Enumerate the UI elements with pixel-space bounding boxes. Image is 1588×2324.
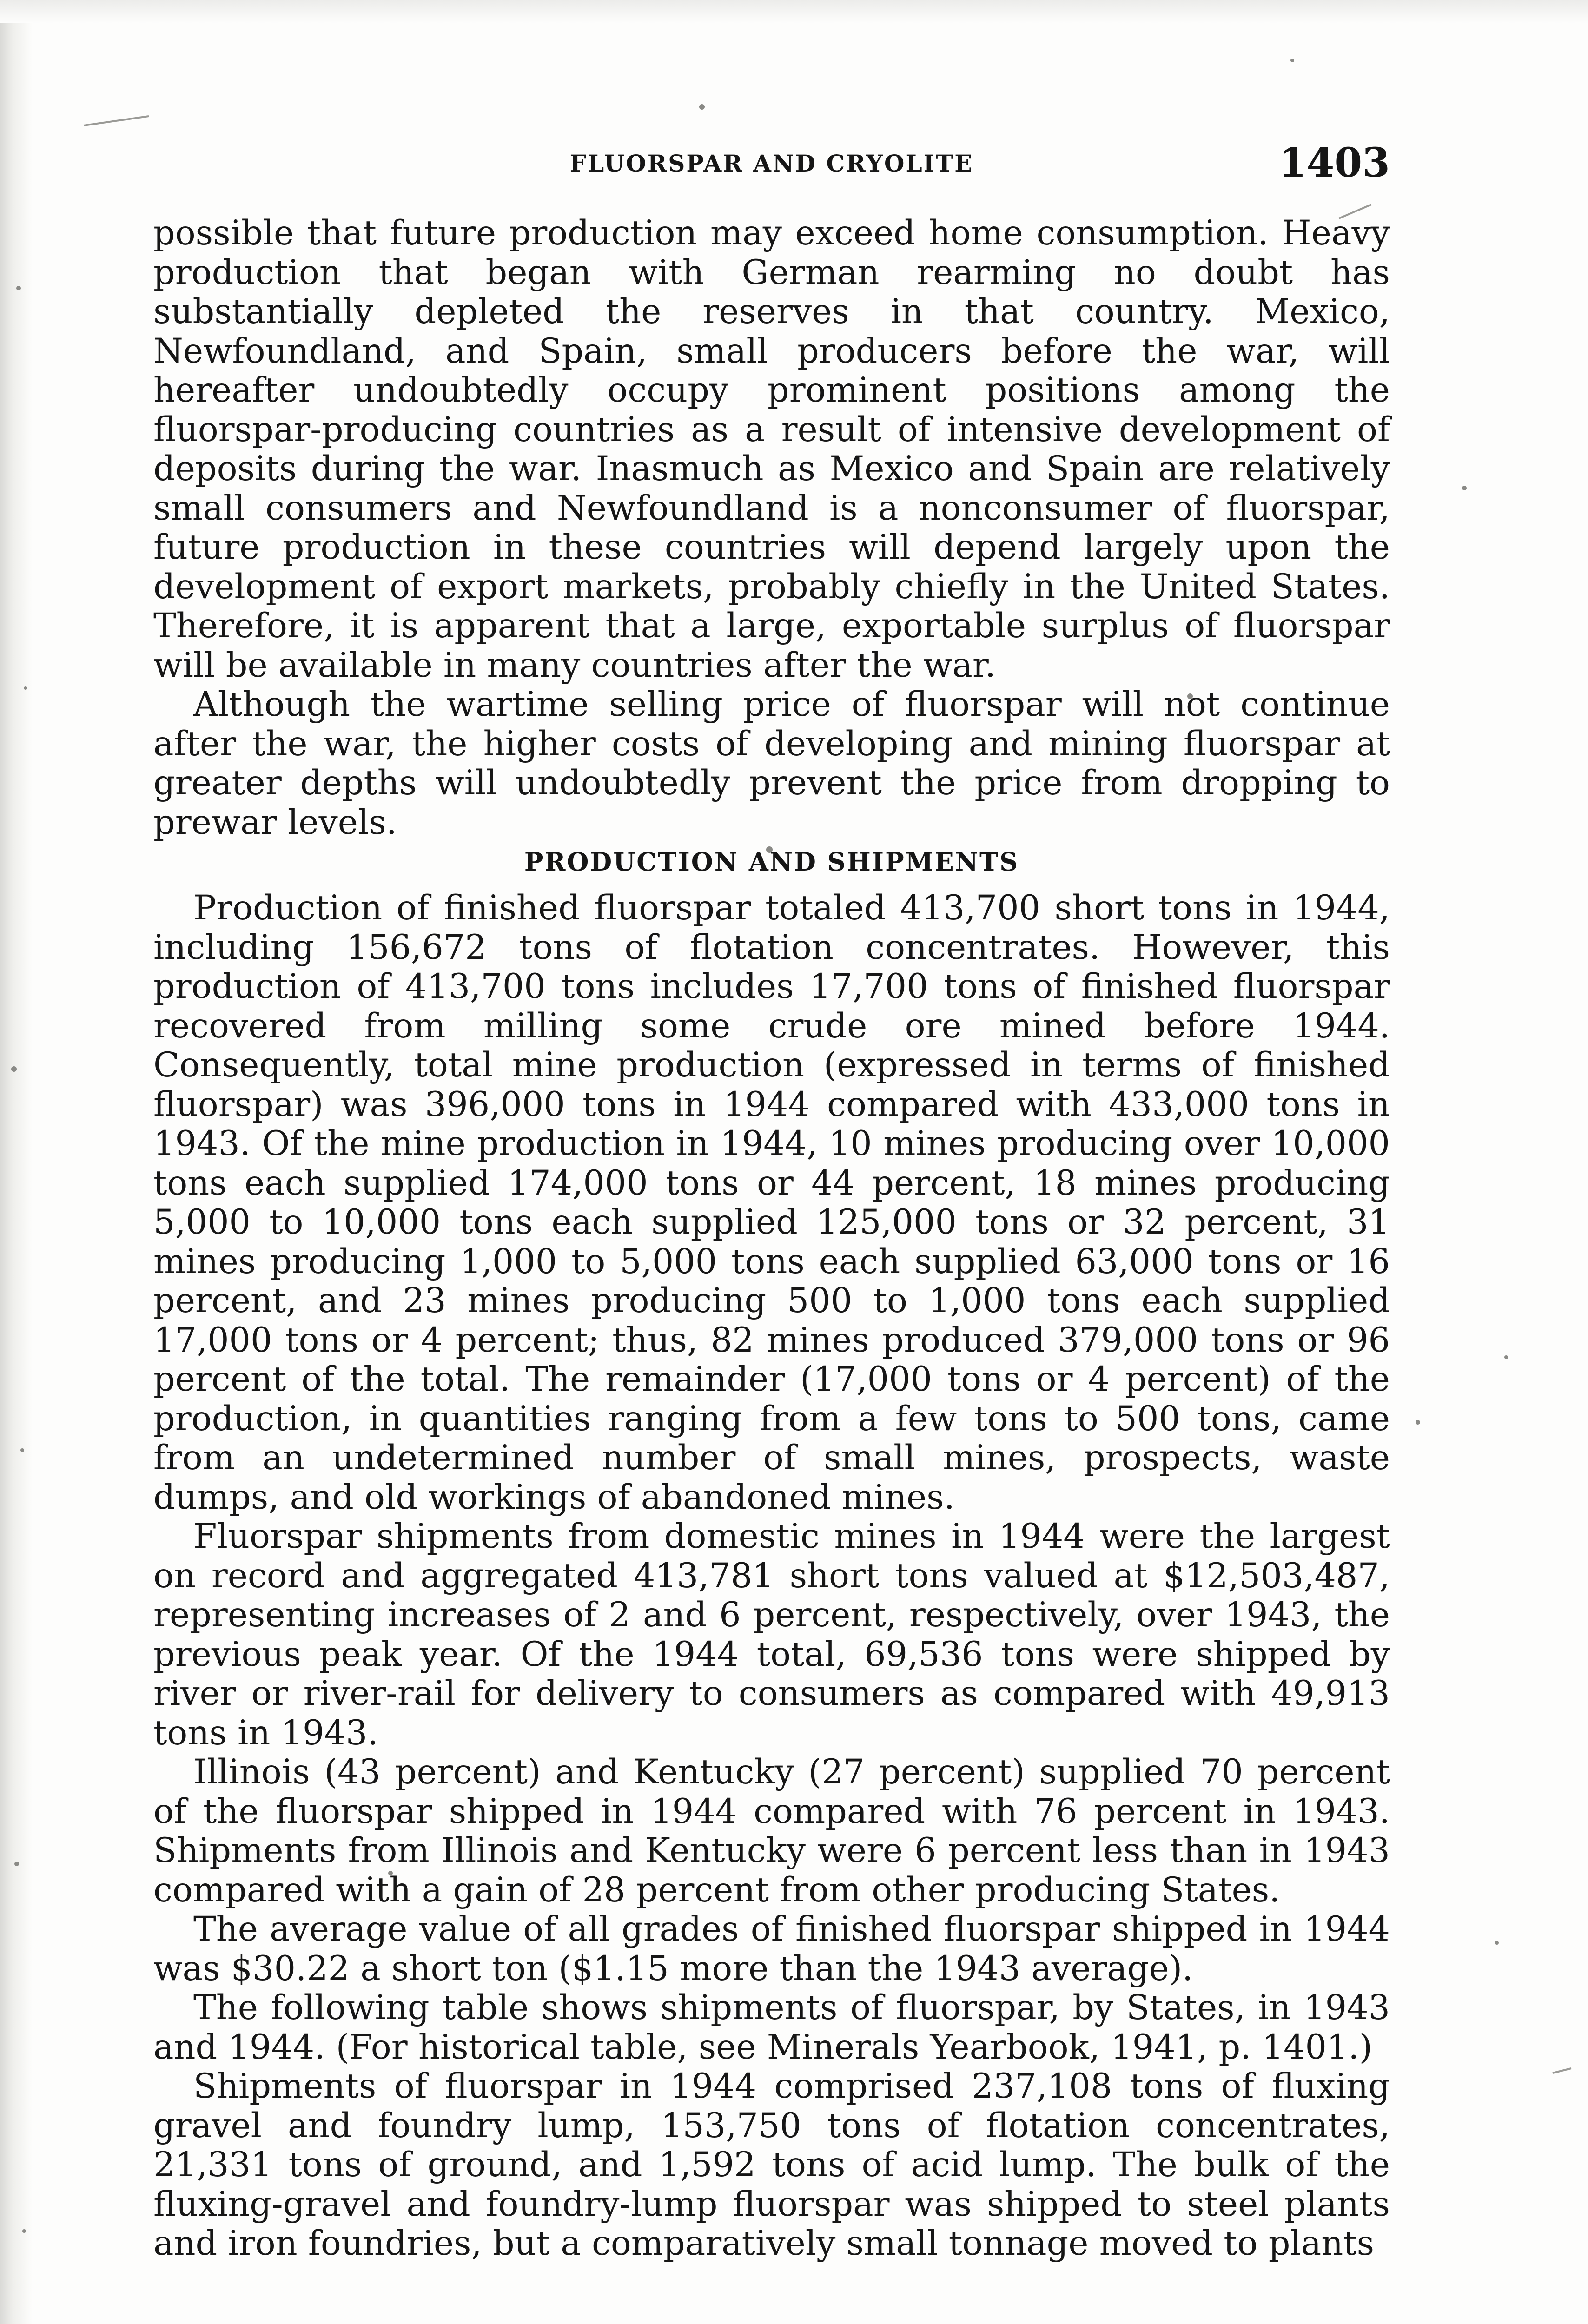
- paragraph-wartime-price: Although the wartime selling price of fluorspar will not continue after the war, the higher costs of developing and mining fluorspar at greater depths will undoubtedly prevent the price from dropping to prewar levels.: [153, 685, 1390, 842]
- page-number: 1403: [1278, 139, 1390, 186]
- running-title: FLUORSPAR AND CRYOLITE: [569, 150, 974, 177]
- paragraph-continued-outlook: possible that future production may exceed home consumption. Heavy production that began with German rearming no doubt has substantially depleted the reserves in that country. Mexico, Newfoundland, and Spain, small producers before the war, will hereafter undoubtedly occupy prominent positions among the fluorspar-producing countries as a result of intensive development of deposits during the war. Inasmuch as Mexico and Spain are relatively small consumers and Newfoundland is a nonconsumer of fluorspar, future production in these countries will depend largely upon the development of export markets, probably chiefly in the United States. Therefore, it is apparent that a large, exportable surplus of fluorspar will be available in many countries after the war.: [153, 213, 1390, 685]
- paragraph-shipment-grades: Shipments of fluorspar in 1944 comprised 237,108 tons of fluxing gravel and foundry lump, 153,750 tons of flotation concentrates, 21,331 tons of ground, and 1,592 tons of acid lump. The bulk of the fluxing-gravel and foundry-lump fluorspar was shipped to steel plants and iron foundries, but a comparatively small tonnage moved to plants: [153, 2067, 1390, 2263]
- paragraph-production-totals: Production of finished fluorspar totaled 413,700 short tons in 1944, including 156,672 tons of flotation concentrates. However, this production of 413,700 tons includes 17,700 tons of finished fluorspar recovered from milling some crude ore mined before 1944. Consequently, total mine production (expressed in terms of finished fluorspar) was 396,000 tons in 1944 compared with 433,000 tons in 1943. Of the mine production in 1944, 10 mines producing over 10,000 tons each supplied 174,000 tons or 44 percent, 18 mines producing 5,000 to 10,000 tons each supplied 125,000 tons or 32 percent, 31 mines producing 1,000 to 5,000 tons each supplied 63,000 tons or 16 percent, and 23 mines producing 500 to 1,000 tons each supplied 17,000 tons or 4 percent; thus, 82 mines produced 379,000 tons or 96 percent of the total. The remainder (17,000 tons or 4 percent) of the production, in quantities ranging from a few tons to 500 tons, came from an undetermined number of small mines, prospects, waste dumps, and old workings of abandoned mines.: [153, 888, 1390, 1517]
- paragraph-average-value: The average value of all grades of finished fluorspar shipped in 1944 was $30.22 a short ton ($1.15 more than the 1943 average).: [153, 1909, 1390, 1988]
- paragraph-shipments-record: Fluorspar shipments from domestic mines in 1944 were the largest on record and aggregated 413,781 short tons valued at $12,503,487, representing increases of 2 and 6 percent, respectively, over 1943, the previous peak year. Of the 1944 total, 69,536 tons were shipped by river or river-rail for delivery to consumers as compared with 49,913 tons in 1943.: [153, 1517, 1390, 1753]
- running-header: [153, 139, 1390, 191]
- paragraph-illinois-kentucky: Illinois (43 percent) and Kentucky (27 percent) supplied 70 percent of the fluorspar shipped in 1944 compared with 76 percent in 1943. Shipments from Illinois and Kentucky were 6 percent less than in 1943 compared with a gain of 28 percent from other producing States.: [153, 1752, 1390, 1910]
- section-heading: PRODUCTION AND SHIPMENTS: [524, 847, 1019, 877]
- paragraph-table-reference: The following table shows shipments of fluorspar, by States, in 1943 and 1944. (For historical table, see Minerals Yearbook, 1941, p. 1401.): [153, 1988, 1390, 2067]
- body-text: [153, 214, 1390, 2264]
